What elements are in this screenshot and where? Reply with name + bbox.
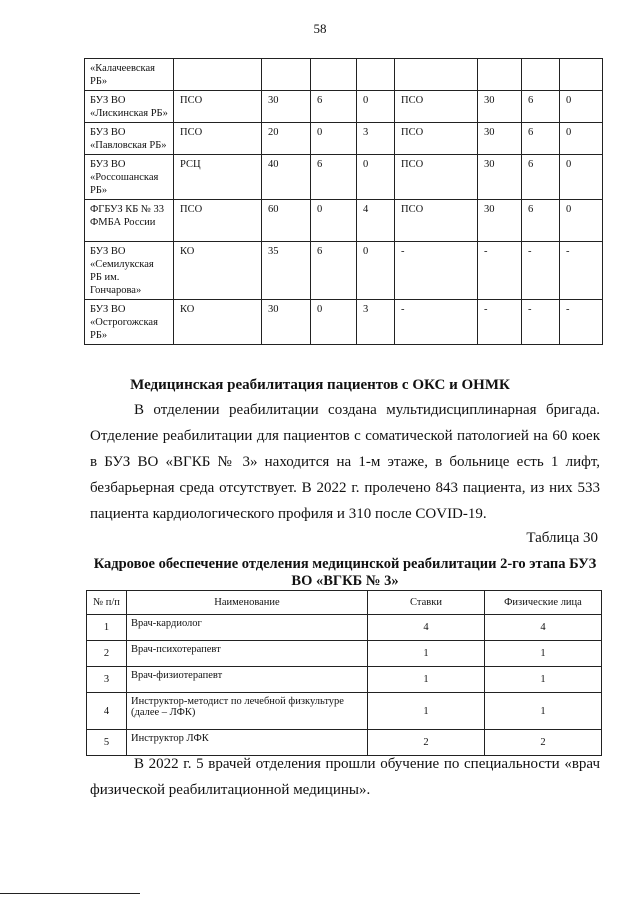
hospital-value-cell: -: [560, 242, 603, 300]
hospital-value-cell: ПСО: [395, 91, 478, 123]
hospital-value-cell: 0: [311, 123, 357, 155]
staff-persons-cell: 2: [485, 730, 602, 756]
staff-number-cell: 4: [87, 693, 127, 730]
header-persons: Физические лица: [485, 591, 602, 615]
hospital-name-cell: БУЗ ВО «Россошанская РБ»: [85, 155, 174, 200]
table-row: [85, 59, 603, 91]
hospital-value-cell: 30: [478, 155, 522, 200]
hospital-value-cell: 30: [478, 123, 522, 155]
staff-table-body: [87, 615, 602, 756]
hospital-value-cell: [357, 59, 395, 91]
hospital-value-cell: 0: [560, 155, 603, 200]
hospital-value-cell: ПСО: [174, 123, 262, 155]
table-row: [85, 300, 603, 345]
table-row: [85, 242, 603, 300]
table-row: [87, 667, 602, 693]
hospital-value-cell: 0: [357, 91, 395, 123]
staff-persons-cell: 1: [485, 641, 602, 667]
closing-paragraph: В 2022 г. 5 врачей отделения прошли обучение по специальности «врач физической реабилитационной медицины».: [90, 756, 600, 798]
hospital-value-cell: 0: [560, 200, 603, 242]
staff-name-cell: Врач-психотерапевт: [127, 641, 368, 667]
hospital-value-cell: 6: [522, 155, 560, 200]
hospital-value-cell: 0: [357, 155, 395, 200]
staff-rates-cell: 2: [368, 730, 485, 756]
section-paragraph: [90, 397, 600, 527]
hospital-value-cell: 30: [478, 200, 522, 242]
hospital-value-cell: 6: [522, 200, 560, 242]
staff-number-cell: 3: [87, 667, 127, 693]
hospital-value-cell: РСЦ: [174, 155, 262, 200]
hospital-value-cell: 3: [357, 300, 395, 345]
hospital-value-cell: 0: [311, 300, 357, 345]
hospital-value-cell: 0: [357, 242, 395, 300]
hospital-value-cell: 6: [522, 123, 560, 155]
hospital-value-cell: 20: [262, 123, 311, 155]
hospital-value-cell: ПСО: [395, 155, 478, 200]
hospital-value-cell: [560, 59, 603, 91]
hospital-value-cell: КО: [174, 242, 262, 300]
staff-persons-cell: 1: [485, 693, 602, 730]
table-row: [85, 91, 603, 123]
hospital-value-cell: 40: [262, 155, 311, 200]
section-paragraph-text: В отделении реабилитации создана мультидисциплинарная бригада. Отделение реабилитации для пациентов с соматической патологией на 60 коек в БУЗ ВО «ВГКБ № 3» находится на 1-м этаже, в больнице есть 1 лифт, безбарьерная среда отсутствует. В 2022 г. пролечено 843 пациента, из них 533 пациента кардиологического профиля и 310 после COVID-19.: [90, 402, 600, 522]
hospital-value-cell: -: [395, 300, 478, 345]
hospital-value-cell: ПСО: [174, 200, 262, 242]
hospital-value-cell: КО: [174, 300, 262, 345]
hospital-value-cell: 0: [311, 200, 357, 242]
hospital-value-cell: -: [522, 242, 560, 300]
hospital-value-cell: 6: [522, 91, 560, 123]
staff-rates-cell: 1: [368, 641, 485, 667]
staff-number-cell: 1: [87, 615, 127, 641]
staff-rates-cell: 1: [368, 667, 485, 693]
hospital-value-cell: 35: [262, 242, 311, 300]
hospital-value-cell: [478, 59, 522, 91]
header-rates: Ставки: [368, 591, 485, 615]
hospital-name-cell: БУЗ ВО «Семилукская РБ им. Гончарова»: [85, 242, 174, 300]
hospital-name-cell: «Калачеевская РБ»: [85, 59, 174, 91]
hospital-value-cell: 0: [560, 91, 603, 123]
table-row: [85, 155, 603, 200]
header-number: № п/п: [87, 591, 127, 615]
staff-name-cell: Врач-кардиолог: [127, 615, 368, 641]
hospital-table: [84, 58, 603, 345]
page-number: 58: [313, 21, 327, 36]
hospital-value-cell: 0: [560, 123, 603, 155]
hospital-value-cell: 30: [262, 300, 311, 345]
staff-name-cell: Врач-физиотерапевт: [127, 667, 368, 693]
hospital-value-cell: [174, 59, 262, 91]
hospital-value-cell: 3: [357, 123, 395, 155]
hospital-value-cell: 60: [262, 200, 311, 242]
hospital-value-cell: ПСО: [174, 91, 262, 123]
section-title: Медицинская реабилитация пациентов с ОКС и ОНМК: [130, 377, 510, 393]
hospital-value-cell: 4: [357, 200, 395, 242]
hospital-value-cell: [395, 59, 478, 91]
staff-number-cell: 2: [87, 641, 127, 667]
hospital-value-cell: 6: [311, 242, 357, 300]
footnote-rule: [0, 893, 140, 894]
hospital-value-cell: -: [560, 300, 603, 345]
hospital-name-cell: БУЗ ВО «Лискинская РБ»: [85, 91, 174, 123]
hospital-value-cell: ПСО: [395, 123, 478, 155]
hospital-name-cell: ФГБУЗ КБ № 33 ФМБА России: [85, 200, 174, 242]
table-number: Таблица 30: [526, 530, 598, 546]
table-row: [87, 641, 602, 667]
hospital-table-body: [85, 59, 603, 345]
hospital-name-cell: БУЗ ВО «Острогожская РБ»: [85, 300, 174, 345]
hospital-value-cell: -: [478, 242, 522, 300]
hospital-value-cell: -: [478, 300, 522, 345]
table-row: [85, 200, 603, 242]
staff-table-header-row: [87, 591, 602, 615]
hospital-value-cell: 6: [311, 155, 357, 200]
hospital-value-cell: 6: [311, 91, 357, 123]
table-title: Кадровое обеспечение отделения медицинской реабилитации 2-го этапа БУЗ ВО «ВГКБ № 3»: [93, 556, 597, 589]
staff-rates-cell: 1: [368, 693, 485, 730]
staff-name-cell: Инструктор ЛФК: [127, 730, 368, 756]
staff-persons-cell: 1: [485, 667, 602, 693]
staff-number-cell: 5: [87, 730, 127, 756]
hospital-value-cell: [311, 59, 357, 91]
hospital-value-cell: -: [395, 242, 478, 300]
table-row: [87, 693, 602, 730]
hospital-value-cell: ПСО: [395, 200, 478, 242]
hospital-value-cell: 30: [262, 91, 311, 123]
staff-table: [86, 590, 602, 756]
staff-rates-cell: 4: [368, 615, 485, 641]
table-row: [85, 123, 603, 155]
hospital-value-cell: [522, 59, 560, 91]
hospital-name-cell: БУЗ ВО «Павловская РБ»: [85, 123, 174, 155]
header-name: Наименование: [127, 591, 368, 615]
staff-name-cell: Инструктор-методист по лечебной физкультуре (далее – ЛФК): [127, 693, 368, 730]
table-row: [87, 615, 602, 641]
hospital-value-cell: [262, 59, 311, 91]
staff-persons-cell: 4: [485, 615, 602, 641]
hospital-value-cell: 30: [478, 91, 522, 123]
hospital-value-cell: -: [522, 300, 560, 345]
